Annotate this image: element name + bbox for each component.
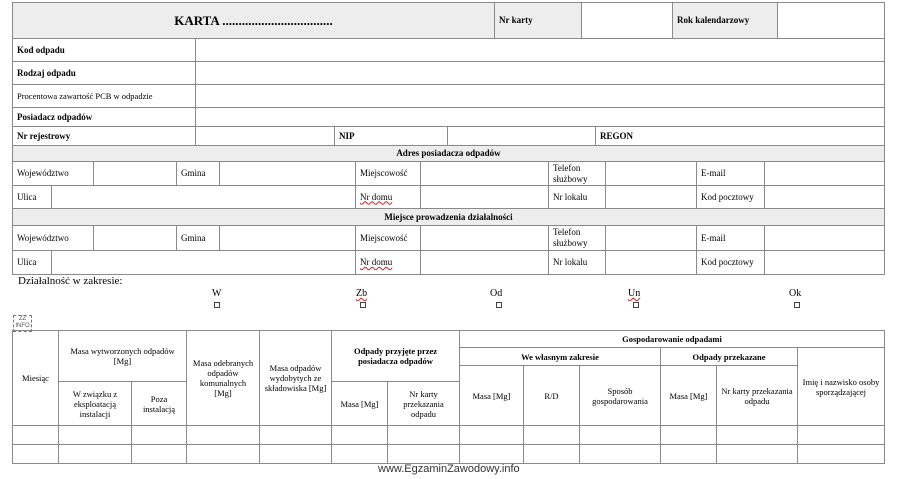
biz-commune-label: Gmina: [176, 225, 220, 251]
table-cell[interactable]: [12, 425, 59, 445]
table-cell[interactable]: [579, 425, 661, 445]
col-rd: R/D: [523, 365, 580, 426]
registry-label: Nr rejestrowy: [12, 126, 196, 146]
holder-field[interactable]: [195, 107, 885, 127]
nip-label: NIP: [334, 126, 448, 146]
addr-phone-field[interactable]: [605, 161, 697, 186]
col-own-mass: Masa [Mg]: [459, 365, 524, 426]
col-preparer: Imię i nazwisko osoby sporządzającej: [797, 347, 885, 426]
regon-label: REGON: [595, 126, 885, 146]
address-section-title: Adres posiadacza odpadów: [12, 145, 885, 162]
biz-flat-no-field[interactable]: [605, 250, 697, 275]
addr-street-label: Ulica: [12, 185, 52, 209]
activity-option-od: Od: [490, 288, 503, 299]
col-mass-generated: Masa wytworzonych odpadów [Mg]: [58, 330, 187, 382]
col-transferred: Odpady przekazane: [660, 347, 798, 366]
activity-option-zb: [356, 288, 367, 299]
col-accepted-from-holder: Odpady przyjęte przez posiadacza odpadów: [331, 330, 460, 382]
biz-street-label: Ulica: [12, 250, 52, 275]
table-row[interactable]: [0, 425, 901, 445]
activity-label: Działalność w zakresie:: [18, 275, 123, 287]
biz-email-field[interactable]: [764, 225, 885, 251]
table-cell[interactable]: [331, 425, 388, 445]
biz-phone-field[interactable]: [605, 225, 697, 251]
addr-house-no-text: Nr domu: [360, 191, 393, 202]
addr-phone-label: Telefon służbowy: [548, 161, 606, 186]
biz-street-field[interactable]: [51, 250, 356, 275]
activity-checkbox-w[interactable]: [214, 302, 220, 308]
table-cell[interactable]: [186, 425, 260, 445]
addr-email-label: E-mail: [696, 161, 765, 186]
activity-option-un: [628, 288, 640, 299]
addr-voivodeship-label: Województwo: [12, 161, 94, 186]
table-cell[interactable]: [716, 444, 798, 464]
biz-flat-no-label: Nr lokalu: [548, 250, 606, 275]
waste-code-field[interactable]: [195, 38, 885, 62]
table-cell[interactable]: [523, 444, 580, 464]
table-cell[interactable]: [12, 444, 59, 464]
addr-city-label: Miejscowość: [355, 161, 421, 186]
table-cell[interactable]: [523, 425, 580, 445]
biz-house-no-label: [355, 250, 421, 275]
col-accepted-card-no: Nr karty przekazania odpadu: [387, 381, 460, 426]
biz-email-label: E-mail: [696, 225, 765, 251]
table-cell[interactable]: [579, 444, 661, 464]
pcb-label: Procentowa zawartość PCB w odpadzie: [12, 84, 196, 108]
table-cell[interactable]: [660, 444, 717, 464]
addr-voivodeship-field[interactable]: [93, 161, 177, 186]
table-cell[interactable]: [387, 425, 460, 445]
col-accepted-mass: Masa [Mg]: [331, 381, 388, 426]
col-transferred-mass: Masa [Mg]: [660, 365, 717, 426]
table-cell[interactable]: [131, 444, 187, 464]
col-mass-municipal: Masa odebranych odpadów komunalnych [Mg]: [186, 330, 260, 426]
activity-option-ok: Ok: [789, 288, 802, 299]
table-cell[interactable]: [58, 444, 132, 464]
addr-house-no-label: [355, 185, 421, 209]
table-cell[interactable]: [797, 444, 885, 464]
table-cell[interactable]: [131, 425, 187, 445]
col-transferred-card-no: Nr karty przekazania odpadu: [716, 365, 798, 426]
card-title: KARTA ..................................: [12, 2, 495, 39]
addr-email-field[interactable]: [764, 161, 885, 186]
biz-postal-label: Kod pocztowy: [696, 250, 765, 275]
col-own-scope: We własnym zakresie: [459, 347, 661, 366]
biz-house-no-text: Nr domu: [360, 257, 393, 267]
card-number-label: Nr karty: [494, 2, 582, 39]
table-cell[interactable]: [58, 425, 132, 445]
watermark: www.EgzaminZawodowy.info: [378, 463, 520, 475]
activity-checkbox-zb[interactable]: [360, 302, 366, 308]
col-management: Gospodarowanie odpadami: [459, 330, 885, 348]
registry-field[interactable]: [195, 126, 335, 146]
activity-option-un-text: Un: [628, 288, 641, 299]
addr-commune-field[interactable]: [219, 161, 356, 186]
year-label: Rok kalendarzowy: [672, 2, 778, 39]
biz-city-label: Miejscowość: [355, 225, 421, 251]
addr-flat-no-field[interactable]: [605, 185, 697, 209]
addr-flat-no-label: Nr lokalu: [548, 185, 606, 209]
year-field[interactable]: [777, 2, 885, 39]
table-cell[interactable]: [660, 425, 717, 445]
activity-checkbox-od[interactable]: [496, 302, 502, 308]
biz-phone-label: Telefon służbowy: [548, 225, 606, 251]
addr-street-field[interactable]: [51, 185, 356, 209]
card-number-field[interactable]: [581, 2, 673, 39]
addr-city-field[interactable]: [420, 161, 549, 186]
table-cell[interactable]: [716, 425, 798, 445]
addr-commune-label: Gmina: [176, 161, 220, 186]
table-row[interactable]: [0, 444, 901, 464]
table-cell[interactable]: [459, 425, 524, 445]
addr-house-no-field[interactable]: [420, 185, 549, 209]
activity-checkbox-un[interactable]: [633, 302, 639, 308]
biz-postal-field[interactable]: [764, 250, 885, 275]
waste-type-field[interactable]: [195, 61, 885, 85]
col-outside-installation: Poza instalacją: [131, 381, 187, 426]
biz-voivodeship-label: Województwo: [12, 225, 94, 251]
col-related-operation: W związku z eksploatacją instalacji: [58, 381, 132, 426]
activity-option-zb-text: Zb: [356, 288, 368, 299]
activity-checkbox-ok[interactable]: [794, 302, 800, 308]
activity-option-w: W: [212, 288, 222, 299]
business-section-title: Miejsce prowadzenia działalności: [12, 208, 885, 226]
table-cell[interactable]: [797, 425, 885, 445]
addr-postal-label: Kod pocztowy: [696, 185, 765, 209]
waste-type-label: Rodzaj odpadu: [12, 61, 196, 85]
table-cell[interactable]: [459, 444, 524, 464]
broken-image-icon: ZZ INFO: [13, 315, 32, 332]
biz-commune-field[interactable]: [219, 225, 356, 251]
waste-code-label: Kod odpadu: [12, 38, 196, 62]
col-month: Miesiąc: [12, 330, 59, 426]
table-cell[interactable]: [331, 444, 388, 464]
col-method: Sposób gospodarowania: [579, 365, 661, 426]
addr-postal-field[interactable]: [764, 185, 885, 209]
nip-field[interactable]: [447, 126, 596, 146]
biz-city-field[interactable]: [420, 225, 549, 251]
table-cell[interactable]: [387, 444, 460, 464]
table-cell[interactable]: [259, 425, 332, 445]
table-cell[interactable]: [259, 444, 332, 464]
table-cell[interactable]: [186, 444, 260, 464]
biz-house-no-field[interactable]: [420, 250, 549, 275]
col-mass-landfill: Masa odpadów wydobytych ze składowiska [Mg]: [259, 330, 332, 426]
biz-voivodeship-field[interactable]: [93, 225, 177, 251]
holder-label: Posiadacz odpadów: [12, 107, 196, 127]
pcb-field[interactable]: [195, 84, 885, 108]
